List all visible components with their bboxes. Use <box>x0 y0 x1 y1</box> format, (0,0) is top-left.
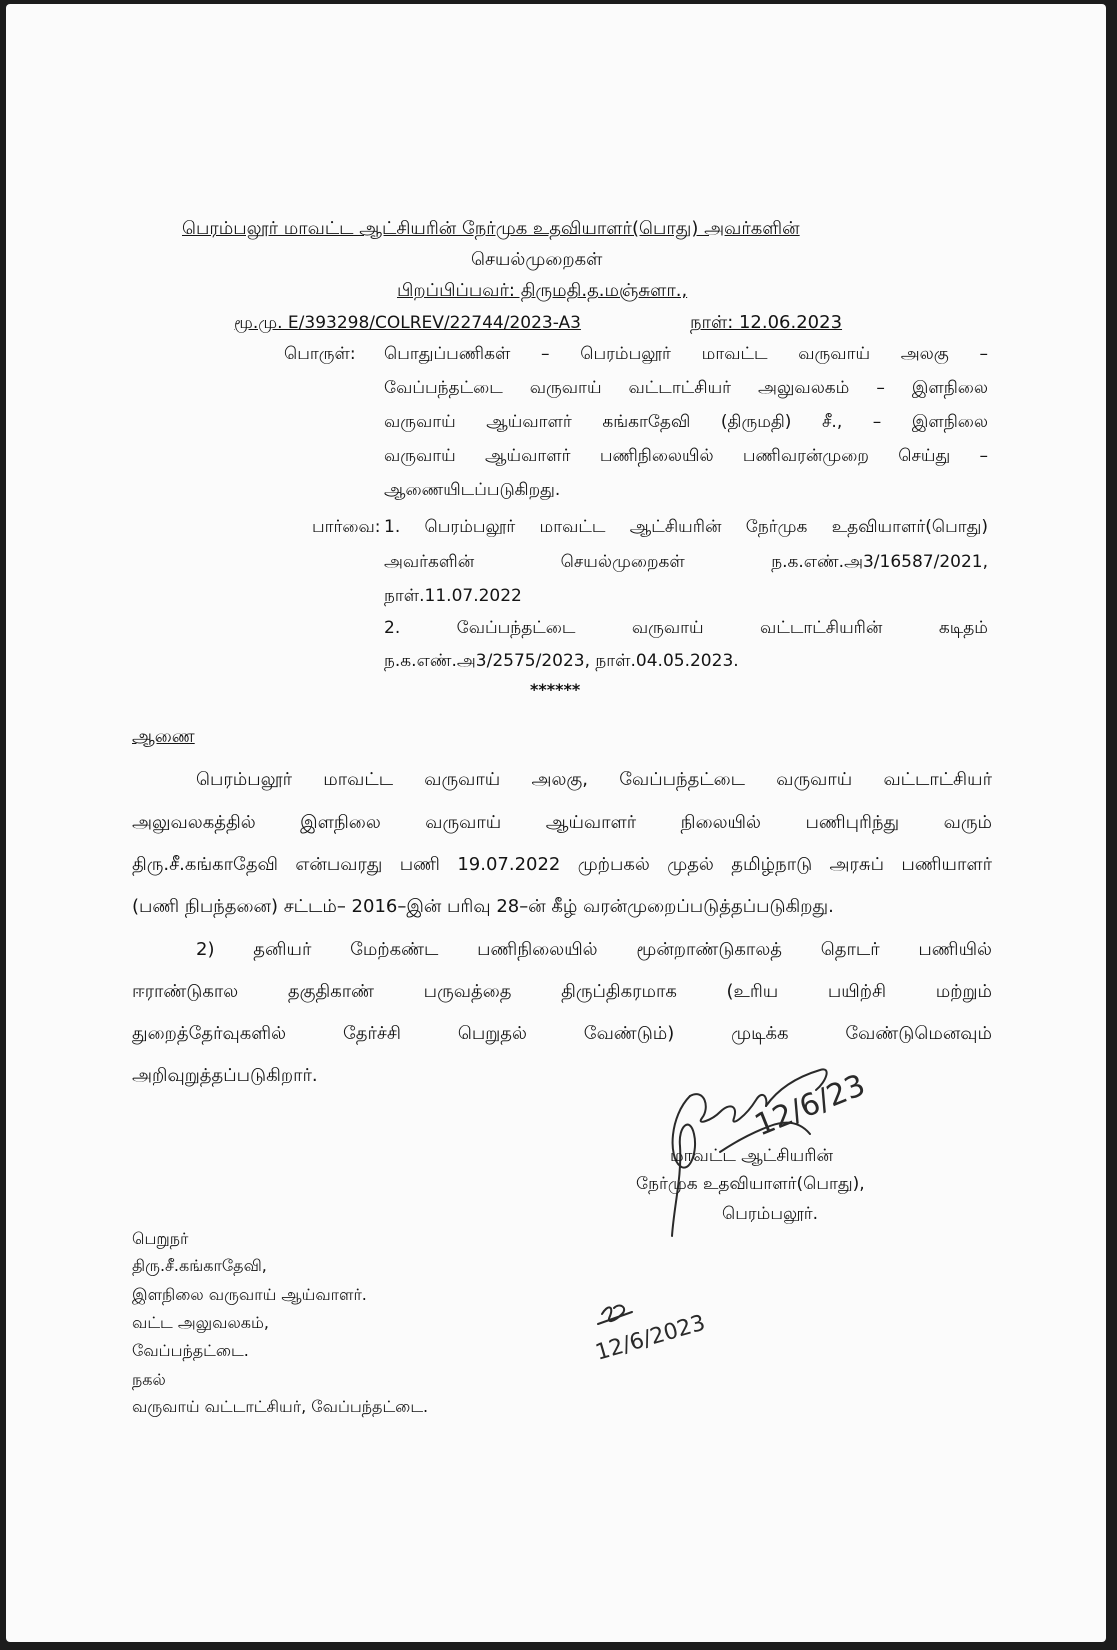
reference-number: மூ.மு. E/393298/COLREV/22744/2023-A3 <box>234 313 581 333</box>
order-paragraph-2-line: துறைத்தேர்வுகளில் தேர்ச்சி பெறுதல் வேண்டும்) முடிக்க வேண்டுமெனவும் <box>132 1023 992 1044</box>
recipient-line: வட்ட அலுவலகம், <box>132 1313 269 1332</box>
order-paragraph-2-line: அறிவுறுத்தப்படுகிறார். <box>132 1065 318 1086</box>
order-paragraph-2-line: 2) தனியர் மேற்கண்ட பணிநிலையில் மூன்றாண்டுகாலத் தொடர் பணியில் <box>196 939 992 960</box>
reference-2-line-1: 2. வேப்பந்தட்டை வருவாய் வட்டாட்சியரின் கடிதம் <box>384 618 988 638</box>
order-paragraph-1-line: (பணி நிபந்தனை) சட்டம்– 2016–இன் பரிவு 28–ன் கீழ் வரன்முறைப்படுத்தப்படுகிறது. <box>132 896 834 917</box>
reference-1-line-1: 1. பெரம்பலூர் மாவட்ட ஆட்சியரின் நேர்முக உதவியாளர்(பொது) <box>384 517 988 537</box>
signatory-title: நேர்முக உதவியாளர்(பொது), <box>636 1174 865 1194</box>
order-heading: ஆணை <box>132 726 195 747</box>
reference-2-line-2: ந.க.எண்.அ3/2575/2023, நாள்.04.05.2023. <box>384 651 739 671</box>
signatory-place: பெரம்பலூர். <box>722 1204 819 1224</box>
initial-mark <box>592 1294 732 1372</box>
initial-date: 12/6/2023 <box>592 1310 709 1366</box>
order-title: பெரம்பலூர் மாவட்ட ஆட்சியரின் நேர்முக உதவியாளர்(பொது) அவர்களின் <box>182 218 800 239</box>
order-paragraph-2-line: ஈராண்டுகால தகுதிகாண் பருவத்தை திருப்திகரமாக (உரிய பயிற்சி மற்றும் <box>132 981 992 1002</box>
subject-line: வருவாய் ஆய்வாளர் பணிநிலையில் பணிவரன்முறை செய்து – <box>384 446 988 466</box>
order-subtitle: செயல்முறைகள் <box>471 249 603 270</box>
order-paragraph-1-line: பெரம்பலூர் மாவட்ட வருவாய் அலகு, வேப்பந்தட்டை வருவாய் வட்டாட்சியர் <box>196 769 992 790</box>
recipient-label: பெறுநர் <box>132 1229 189 1248</box>
signature-date: 12/6/23 <box>749 1067 871 1144</box>
recipient-line: திரு.சீ.கங்காதேவி, <box>132 1256 267 1275</box>
order-paragraph-1-line: அலுவலகத்தில் இளநிலை வருவாய் ஆய்வாளர் நிலையில் பணிபுரிந்து வரும் <box>132 812 992 833</box>
signatory-designation: மாவட்ட ஆட்சியரின் <box>670 1146 833 1166</box>
subject-line-last: ஆணையிடப்படுகிறது. <box>384 480 561 500</box>
reference-label: பார்வை: <box>312 517 381 537</box>
issuer-line: பிறப்பிப்பவர்: திருமதி.த.மஞ்சுளா., <box>397 280 688 301</box>
order-date: நாள்: 12.06.2023 <box>690 312 843 333</box>
separator-stars: ****** <box>530 680 581 699</box>
recipient-line: வேப்பந்தட்டை. <box>132 1341 249 1360</box>
recipient-line: இளநிலை வருவாய் ஆய்வாளர். <box>132 1285 367 1304</box>
subject-line: பொதுப்பணிகள் – பெரம்பலூர் மாவட்ட வருவாய் அலகு – <box>384 344 988 364</box>
order-paragraph-1-line: திரு.சீ.கங்காதேவி என்பவரது பணி 19.07.2022 முற்பகல் முதல் தமிழ்நாடு அரசுப் பணியாளர் <box>132 854 992 875</box>
copy-label: நகல் <box>132 1370 166 1389</box>
reference-1-line-3: நாள்.11.07.2022 <box>384 586 522 606</box>
subject-label: பொருள்: <box>284 344 356 364</box>
subject-line: வருவாய் ஆய்வாளர் கங்காதேவி (திருமதி) சீ., – இளநிலை <box>384 412 988 432</box>
subject-line: வேப்பந்தட்டை வருவாய் வட்டாட்சியர் அலுவலகம் – இளநிலை <box>384 378 988 398</box>
copy-line: வருவாய் வட்டாட்சியர், வேப்பந்தட்டை. <box>132 1397 429 1416</box>
document-page <box>6 4 1106 1642</box>
reference-1-line-2: அவர்களின் செயல்முறைகள் ந.க.எண்.அ3/16587/2021, <box>384 552 988 572</box>
